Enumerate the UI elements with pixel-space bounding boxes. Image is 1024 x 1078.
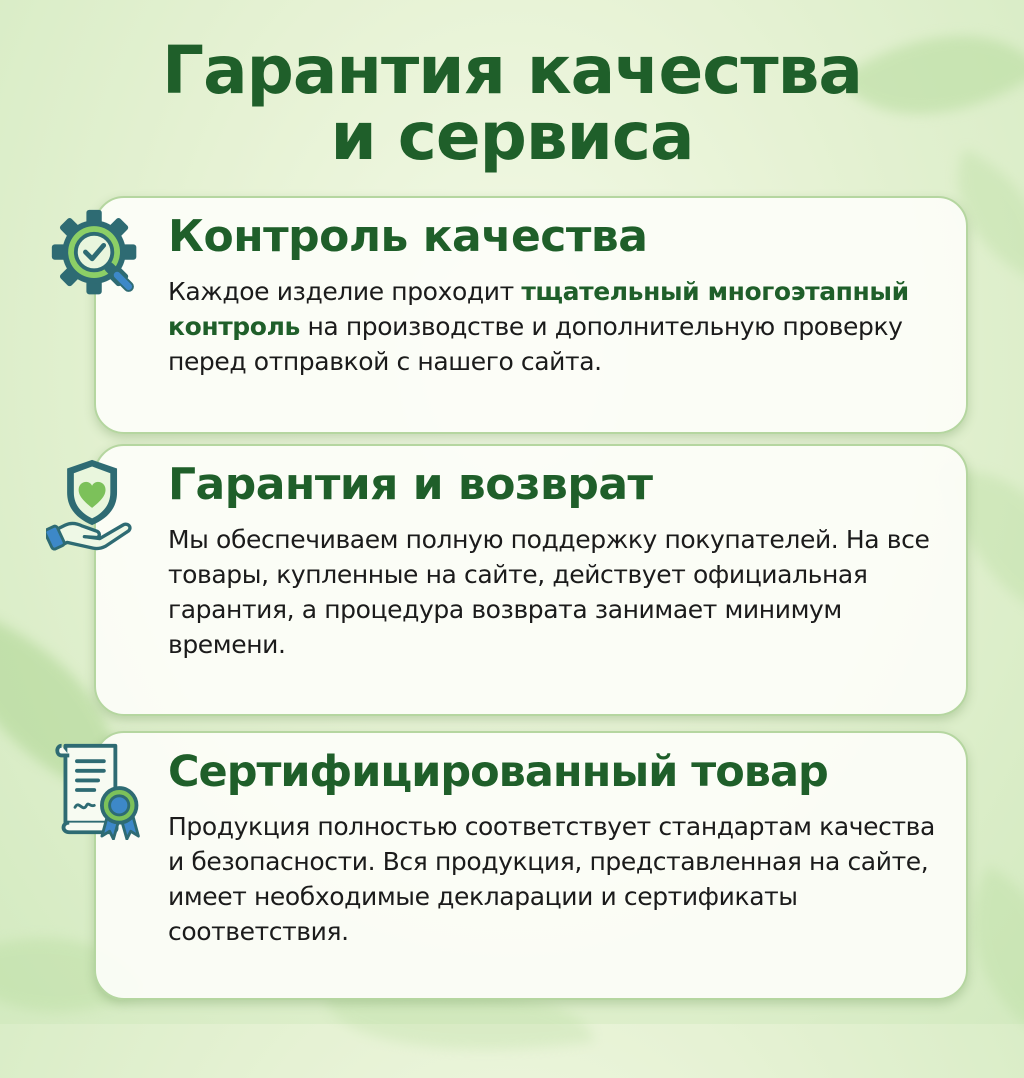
page-title-line-1: Гарантия качества xyxy=(162,32,862,109)
warranty-return-card xyxy=(94,444,968,716)
quality-control-card xyxy=(94,196,968,434)
page-title-line-2: и сервиса xyxy=(330,98,694,175)
card-text-part: на производстве и дополнительную проверку перед отправкой с нашего сайта. xyxy=(168,312,903,376)
card-text xyxy=(168,274,968,379)
card-text: Мы обеспечиваем полную поддержку покупателей. На все товары, купленные на сайте, действует официальная гарантия, а процедура возврата занимает минимум времени. xyxy=(168,525,930,659)
certified-product-card xyxy=(94,731,968,1000)
page-title xyxy=(0,32,1024,175)
card-title: Сертифицированный товар xyxy=(168,747,828,797)
card-title: Контроль качества xyxy=(168,211,648,262)
card-title: Гарантия и возврат xyxy=(168,459,653,510)
shield-heart-hand-icon xyxy=(46,456,142,552)
card-text: Продукция полностью соответствует стандартам качества и безопасности. Вся продукция, представленная на сайте, имеет необходимые декларации и сертификаты соответствия. xyxy=(168,812,935,946)
card-text-part: Каждое изделие проходит xyxy=(168,277,522,306)
card-text-highlight: тщательный многоэтапный контроль xyxy=(168,277,909,341)
gear-check-magnifier-icon xyxy=(48,206,144,302)
certificate-ribbon-icon xyxy=(52,740,148,840)
